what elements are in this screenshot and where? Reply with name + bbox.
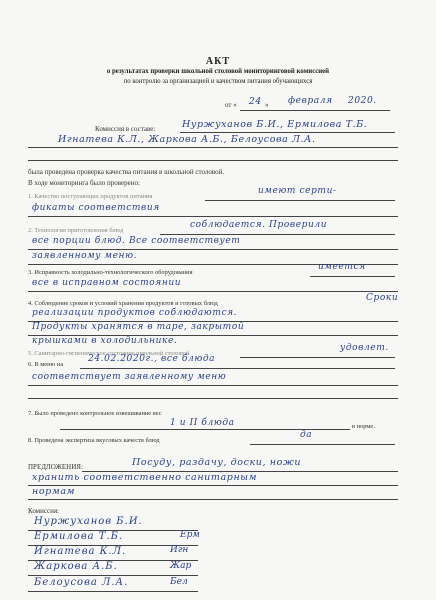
- proposals-line-2: [28, 485, 398, 486]
- date-month: февраля: [288, 96, 333, 106]
- item-3-line-2: [28, 291, 398, 292]
- item-1-answer-1: имеют серти-: [258, 186, 337, 196]
- proposals-text-3: нормам: [32, 486, 76, 497]
- item-4-answer-1: Сроки: [366, 293, 399, 303]
- signature-name-2: Ермилова Т.Б.: [34, 531, 124, 542]
- signature-name-4: Жаркова А.Б.: [34, 561, 118, 572]
- proposals-line-3: [28, 499, 398, 500]
- date-underline: [240, 110, 390, 111]
- item-3-answer-2: все в исправном состоянии: [32, 278, 182, 288]
- item-4-answer-3: Продукты хранятся в таре, закрытой: [32, 322, 245, 332]
- date-year: 2020.: [348, 96, 377, 106]
- item-6-line-2: [28, 385, 398, 386]
- commission-line-1: [180, 132, 395, 133]
- signature-mark-3: Игн: [170, 545, 189, 555]
- item-6-line-1: [80, 368, 395, 369]
- item-2-answer-2: все порции блюд. Все соответствует: [32, 236, 241, 246]
- doc-subtitle-2: по контролю за организацией и качеством питания обучающихся: [123, 78, 313, 85]
- item-1-answer-2: фикаты соответствия: [32, 203, 160, 213]
- item-5-answer-1: удовлет.: [340, 343, 389, 353]
- item-5-label: 5. Санитарно-гигиеническое состояние школьной столовой: [28, 350, 190, 357]
- commission-label: Комиссия в составе:: [95, 125, 156, 133]
- doc-subtitle: о результатах проверки школьной столовой мониторинговой комиссией: [106, 68, 330, 75]
- item-5-line: [240, 357, 395, 358]
- item-1-label: 1. Качество поступающих продуктов питания: [28, 193, 153, 200]
- signature-line-5: [28, 591, 198, 592]
- item-3-answer-1: имеется: [318, 262, 366, 272]
- item-6-answer-1: 24.02.2020г., все блюда: [88, 354, 216, 364]
- proposals-label: ПРЕДЛОЖЕНИЯ:: [28, 463, 83, 471]
- commission-footer-label: Комиссия:: [28, 507, 59, 515]
- date-prefix: от «: [225, 101, 237, 109]
- item-4-answer-4: крышками в холодильнике.: [32, 336, 178, 346]
- signature-mark-5: Бел: [170, 577, 188, 587]
- item-8-label: 8. Проведена экспертиза вкусовых качеств блюд: [28, 437, 160, 444]
- item-1-line-1: [205, 200, 395, 201]
- item-3-label: 3. Исправность холодильно-технологического оборудования: [28, 269, 193, 276]
- signature-name-1: Нуржуханов Б.И.: [34, 516, 143, 527]
- item-2-answer-3: заявленному меню.: [32, 251, 138, 261]
- item-8-line: [250, 444, 395, 445]
- item-6-answer-2: соответствует заявленному меню: [32, 372, 227, 382]
- item-6-line-3: [28, 398, 398, 399]
- proposals-text-1: Посуду, раздачу, доски, ножи: [132, 457, 302, 468]
- intro-line-2: В ходе мониторинга было проверено:: [28, 179, 140, 187]
- item-6-label: 6. В меню на: [28, 361, 64, 368]
- item-7-answer-1: 1 и II блюда: [170, 418, 235, 428]
- doc-title: АКТ: [205, 56, 231, 67]
- commission-members-2: Игнатева К.Л., Жаркова А.Б., Белоусова Л.А.: [58, 134, 316, 145]
- date-mid: »: [265, 101, 269, 109]
- item-2-label: 2. Технология приготовления блюд: [28, 227, 124, 234]
- signature-name-5: Белоусова Л.А.: [34, 577, 129, 588]
- item-4-answer-2: реализации продуктов соблюдаются.: [32, 308, 238, 318]
- item-1-line-2: [28, 216, 398, 217]
- item-7-suffix: в норме.: [352, 423, 375, 430]
- item-2-line-2: [28, 249, 398, 250]
- item-2-line-1: [160, 234, 395, 235]
- item-3-line-1: [310, 276, 395, 277]
- proposals-text-2: хранить соответственно санитарным: [32, 472, 258, 483]
- item-8-answer-1: да: [300, 430, 313, 440]
- date-day: 24: [249, 97, 262, 107]
- signature-mark-2: Ерм: [180, 530, 200, 540]
- commission-line-3: [28, 160, 398, 161]
- commission-members-1: Нуржуханов Б.И., Ермилова Т.Б.: [182, 119, 368, 130]
- signature-mark-4: Жар: [170, 561, 192, 571]
- intro-line-1: была проведена проверка качества питания в школьной столовой.: [28, 168, 225, 176]
- item-2-answer-1: соблюдается. Проверили: [190, 220, 328, 230]
- item-4-label: 4. Соблюдение сроков и условий хранения продуктов и готовых блюд: [28, 300, 218, 307]
- signature-line-4: [28, 575, 198, 576]
- item-7-label: 7. Было проведено контрольное взвешивание вес: [28, 410, 162, 417]
- commission-line-2: [28, 147, 398, 148]
- signature-name-3: Игнатева К.Л.: [34, 546, 127, 557]
